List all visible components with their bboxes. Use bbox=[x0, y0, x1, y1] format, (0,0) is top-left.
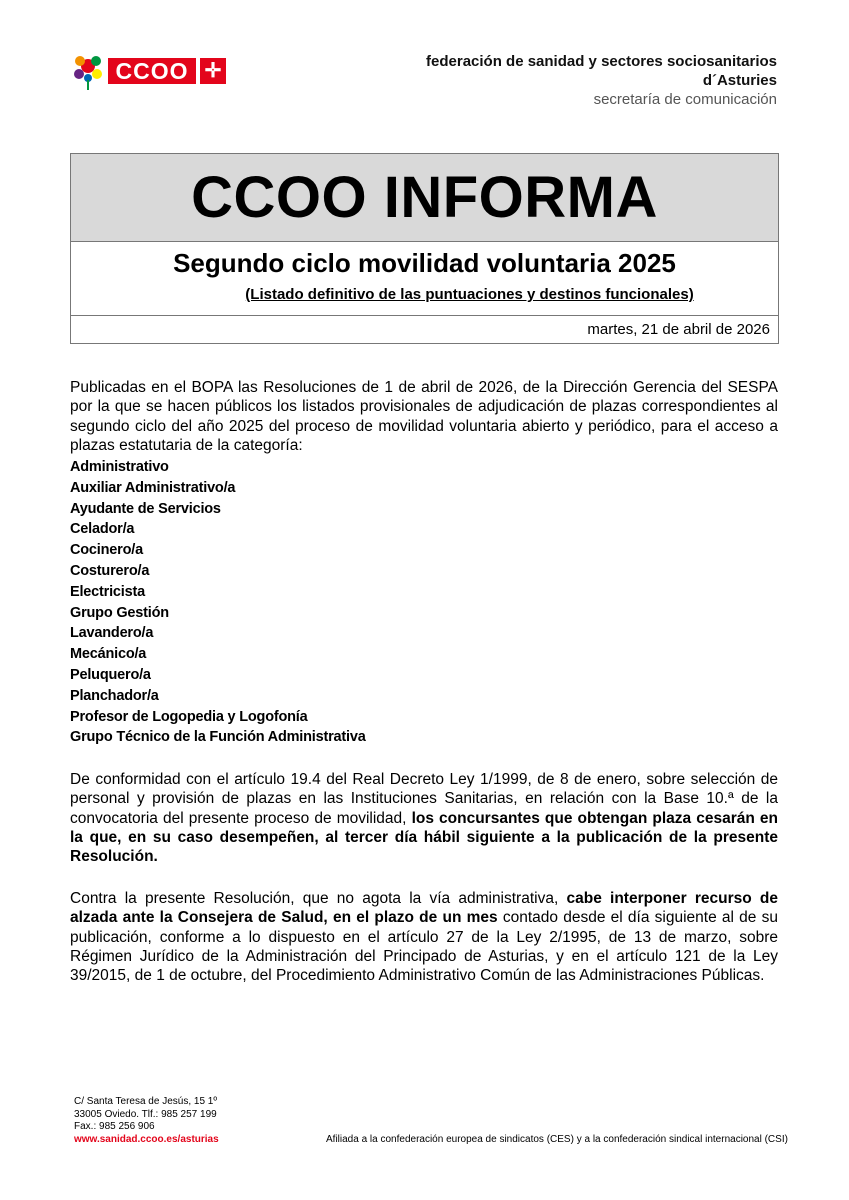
org-header bbox=[426, 52, 777, 109]
legal-basis-highlight: los concursantes que obtengan plaza cesarán en la que, en su caso desempeñen, al tercer día hábil siguiente a la publicación de la presente Resolución. bbox=[70, 809, 779, 866]
list-item: Administrativo bbox=[70, 459, 169, 475]
address-street: C/ Santa Teresa de Jesús, 15 1º bbox=[74, 1096, 217, 1107]
subtitle-note: (Listado definitivo de las puntuaciones y destinos funcionales) bbox=[245, 286, 694, 303]
list-item: Lavandero/a bbox=[70, 625, 154, 642]
appeal-text-end: contado desde el día siguiente al de su publicación, conforme a lo dispuesto en el artículo 27 de la Ley 2/1995, de 13 de marzo, sobre Régimen Jurídico de la Administración del Principado de Asturias, y en el artículo 121 de la Ley 39/2015, de 1 de octubre, del Procedimiento Administrativo Común de las Administraciones Públicas. bbox=[70, 909, 778, 985]
appeal-paragraph bbox=[70, 889, 778, 985]
org-name: federación de sanidad y sectores sociosanitarios bbox=[426, 53, 777, 70]
address-fax: Fax.: 985 256 906 bbox=[74, 1121, 155, 1132]
appeal-highlight: cabe interponer recurso de alzada ante la Consejera de Salud, en el plazo de un mes bbox=[70, 890, 779, 927]
list-item: Planchador/a bbox=[70, 687, 159, 704]
org-department: secretaría de comunicación bbox=[593, 91, 777, 108]
org-region: d´Asturies bbox=[702, 72, 777, 89]
list-item: Celador/a bbox=[70, 521, 135, 538]
legal-basis-paragraph bbox=[70, 770, 778, 866]
list-item: Ayudante de Servicios bbox=[70, 500, 221, 517]
page-subtitle: Segundo ciclo movilidad voluntaria 2025 bbox=[173, 248, 676, 278]
asturias-cross-icon: ✛ bbox=[200, 58, 226, 84]
list-item: Peluquero/a bbox=[70, 666, 151, 683]
list-item: Profesor de Logopedia y Logofonía bbox=[70, 708, 308, 725]
legal-basis-text: De conformidad con el artículo 19.4 del Real Decreto Ley 1/1999, de 8 de enero, sobre selección de personal y provisión de plazas en las Instituciones Sanitarias, en relación con la Base 10.ª de la convocatoria del presente proceso de movilidad, bbox=[70, 771, 778, 827]
list-item: Electricista bbox=[70, 583, 145, 600]
title-box bbox=[70, 153, 779, 344]
website-link[interactable]: www.sanidad.ccoo.es/asturias bbox=[74, 1133, 219, 1145]
category-list bbox=[70, 457, 366, 748]
list-item: Grupo Gestión bbox=[70, 604, 169, 621]
ccoo-logo bbox=[70, 52, 230, 92]
list-item: Grupo Técnico de la Función Administrativa bbox=[70, 729, 366, 746]
footer-address bbox=[74, 1096, 219, 1146]
ccoo-logo-text: CCOO bbox=[108, 58, 196, 84]
page-title: CCOO INFORMA bbox=[71, 154, 778, 242]
list-item: Auxiliar Administrativo/a bbox=[70, 479, 236, 496]
flower-icon bbox=[70, 52, 106, 92]
publication-date: martes, 21 de abril de 2026 bbox=[71, 315, 778, 343]
list-item: Mecánico/a bbox=[70, 646, 147, 663]
appeal-text-start: Contra la presente Resolución, que no agota la vía administrativa, bbox=[70, 890, 567, 907]
intro-paragraph: Publicadas en el BOPA las Resoluciones de 1 de abril de 2026, de la Dirección Gerencia del SESPA por la que se hacen públicos los listados provisionales de adjudicación de plazas correspondientes al segundo ciclo del año 2025 del proceso de movilidad voluntaria abierto y periódico, para el acceso a plazas estatutaria de la categoría: bbox=[70, 379, 778, 454]
address-city-phone: 33005 Oviedo. Tlf.: 985 257 199 bbox=[74, 1108, 217, 1120]
list-item: Cocinero/a bbox=[70, 542, 143, 559]
footer-affiliation: Afiliada a la confederación europea de sindicatos (CES) y a la confederación sindical internacional (CSI) bbox=[326, 1134, 788, 1145]
list-item: Costurero/a bbox=[70, 562, 150, 579]
